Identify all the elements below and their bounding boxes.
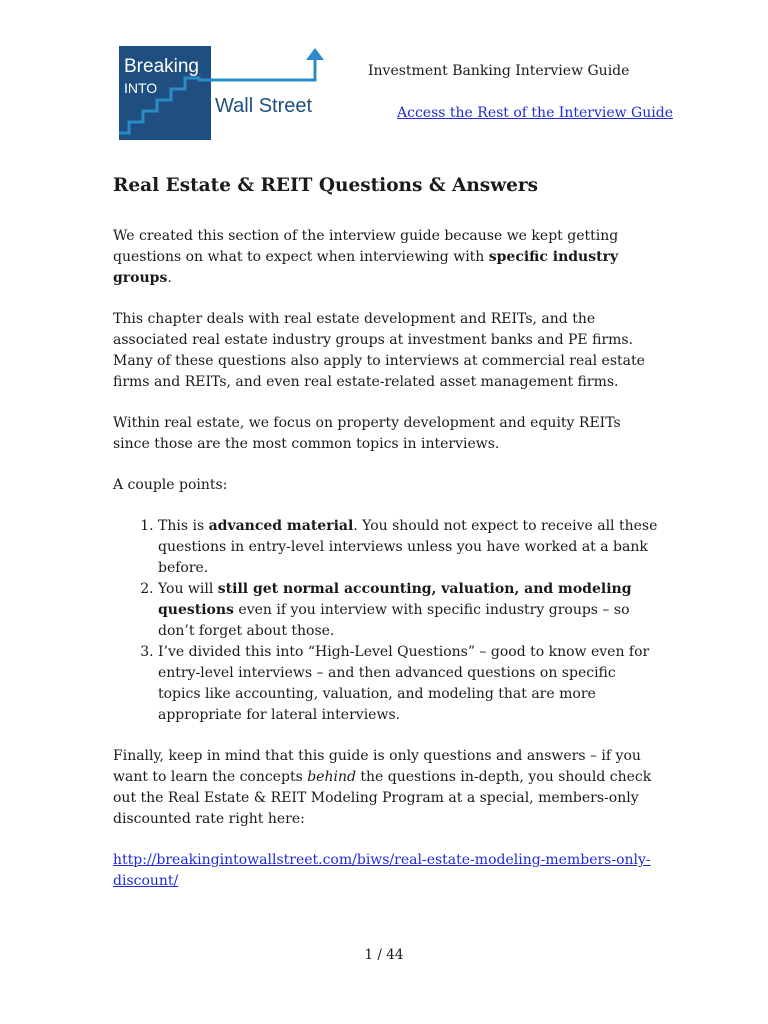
logo-text-wall-street: Wall Street (215, 95, 313, 117)
point-text: I’ve divided this into “High-Level Questions” – good to know even for entry-level interviews – and then advanced questions on specific topics like accounting, valuation, and modeling that are more appropriate for lateral interviews. (158, 644, 650, 723)
point-text: . You should not expect to receive all these questions in entry-level interviews unless you have worked at a bank before. (158, 518, 658, 576)
intro-end: . (167, 270, 172, 286)
page-title: Real Estate & REIT Questions & Answers (113, 175, 539, 196)
chapter-paragraph: This chapter deals with real estate development and REITs, and the associated real estate industry groups at investment banks and PE firms. Many of these questions also apply to interviews at commercial real estate firms and REITs, and even real estate-related asset management firms. (113, 311, 645, 390)
biws-logo (119, 46, 331, 140)
list-item (158, 516, 658, 579)
final-emphasis: behind (307, 769, 356, 785)
document-body (113, 174, 658, 912)
intro-bold: specific industry groups (113, 249, 619, 286)
final-text-end: the questions in-depth, you should check out the Real Estate & REIT Modeling Program at a special, members-only discounted rate right here: (113, 769, 652, 827)
point-text: even if you interview with specific industry groups – so don’t forget about those. (158, 602, 630, 639)
logo-text-into: INTO (124, 80, 158, 96)
list-item (158, 642, 658, 726)
url-paragraph (113, 850, 658, 892)
program-discount-link[interactable]: http://breakingintowallstreet.com/biws/real-estate-modeling-members-only-discount/ (113, 852, 651, 889)
guide-title: Investment Banking Interview Guide (368, 63, 630, 79)
point-text: This is (158, 518, 209, 534)
point-text: You will (158, 581, 218, 597)
access-guide-link[interactable]: Access the Rest of the Interview Guide (397, 105, 673, 121)
logo-text-breaking: Breaking (124, 56, 199, 77)
intro-paragraph (113, 226, 658, 289)
logo-graphic (119, 46, 331, 140)
final-text: Finally, keep in mind that this guide is only questions and answers – if you want to learn the concepts (113, 748, 641, 785)
point-bold: advanced material (208, 518, 354, 534)
focus-paragraph: Within real estate, we focus on property development and equity REITs since those are the most common topics in interviews. (113, 415, 621, 452)
points-list (113, 516, 658, 726)
page-number: 1 / 44 (364, 947, 404, 963)
point-bold: still get normal accounting, valuation, and modeling questions (158, 581, 632, 618)
final-paragraph (113, 746, 658, 830)
arrow-up-icon (306, 48, 324, 60)
intro-text: We created this section of the interview guide because we kept getting questions on what to expect when interviewing with (113, 228, 619, 265)
points-lead: A couple points: (113, 477, 228, 493)
list-item (158, 579, 658, 642)
